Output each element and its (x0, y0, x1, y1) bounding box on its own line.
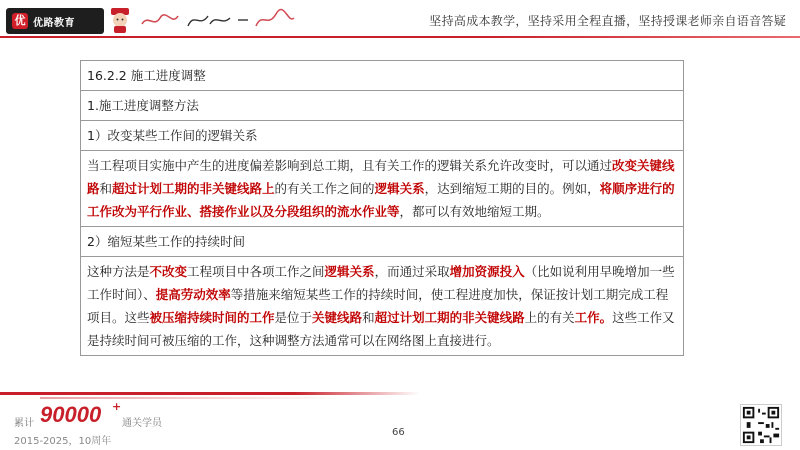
page-number: 66 (392, 427, 405, 438)
highlighted-text: 关键线路 (312, 310, 363, 325)
header (0, 0, 800, 38)
paragraph-text: 这种方法是 (87, 264, 150, 279)
qr-code-icon (740, 404, 782, 446)
paragraph-text: 等措施来缩短某些工作的持续时间，使工程进度加快，保证按计划工期完成工程项目。这些 (87, 287, 669, 325)
stat-years: 2015-2025，10周年 (14, 436, 112, 447)
method-title: 1.施工进度调整方法 (81, 91, 683, 121)
highlighted-text: 逻辑关系 (374, 181, 425, 196)
paragraph-text: 上的有关 (524, 310, 575, 325)
signature-handwriting-icon (138, 6, 298, 34)
highlighted-text: 逻辑关系 (324, 264, 375, 279)
paragraph-text: 和 (99, 181, 113, 196)
highlighted-text: 工作。 (574, 310, 613, 325)
logo-text: 优路教育 (33, 17, 75, 29)
highlighted-text: 超过计划工期的非关键线路上 (112, 181, 275, 196)
header-divider (0, 36, 800, 38)
highlighted-text: 增加资源投入 (449, 264, 525, 279)
highlighted-text: 将顺序进行的工作改为平行作业、搭接作业以及分段组织的流水作业等 (87, 181, 675, 219)
paragraph-text: （比如说利用早晚增加一些工作时间）、 (87, 264, 675, 302)
highlighted-text: 改变关键线路 (87, 158, 675, 196)
header-slogan: 坚持高成本教学，坚持采用全程直播，坚持授课老师亲自语音答疑 (429, 14, 786, 28)
paragraph-text: 的有关工作之间的 (274, 181, 375, 196)
highlighted-text: 提高劳动效率 (155, 287, 231, 302)
paragraph-text: ，而通过采取 (374, 264, 450, 279)
logo-mark-icon: 优 (12, 13, 28, 29)
subsection-1-title: 1）改变某些工作间的逻辑关系 (81, 121, 683, 151)
paragraph-text: ，都可以有效地缩短工期。 (399, 204, 550, 219)
stat-suffix: 通关学员 (122, 418, 162, 429)
stat-prefix: 累计 (14, 418, 34, 429)
paragraph-1 (81, 151, 683, 227)
highlighted-text: 不改变 (149, 264, 188, 279)
paragraph-text: 是位于 (274, 310, 313, 325)
section-title: 16.2.2 施工进度调整 (81, 61, 683, 91)
paragraph-text: 工程项目中各项工作之间 (187, 264, 325, 279)
stat-plus: + (112, 400, 122, 413)
stat-number: 90000 (40, 402, 102, 427)
highlighted-text: 超过计划工期的非关键线路 (374, 310, 525, 325)
mascot-icon (108, 6, 132, 34)
paragraph-text: ，达到缩短工期的目的。例如， (424, 181, 600, 196)
paragraph-2 (81, 257, 683, 356)
paragraph-text: 这些工作又是持续时间可被压缩的工作，这种调整方法通常可以在网络图上直接进行。 (87, 310, 675, 348)
content-table (80, 60, 684, 356)
footer-stripe (0, 392, 420, 395)
paragraph-text: 和 (362, 310, 375, 325)
paragraph-text: 当工程项目实施中产生的进度偏差影响到总工期，且有关工作的逻辑关系允许改变时，可以通过 (87, 158, 613, 173)
subsection-2-title: 2）缩短某些工作的持续时间 (81, 227, 683, 257)
brand-logo (6, 8, 104, 34)
highlighted-text: 被压缩持续时间的工作 (149, 310, 275, 325)
footer-stripe-light (40, 397, 340, 399)
